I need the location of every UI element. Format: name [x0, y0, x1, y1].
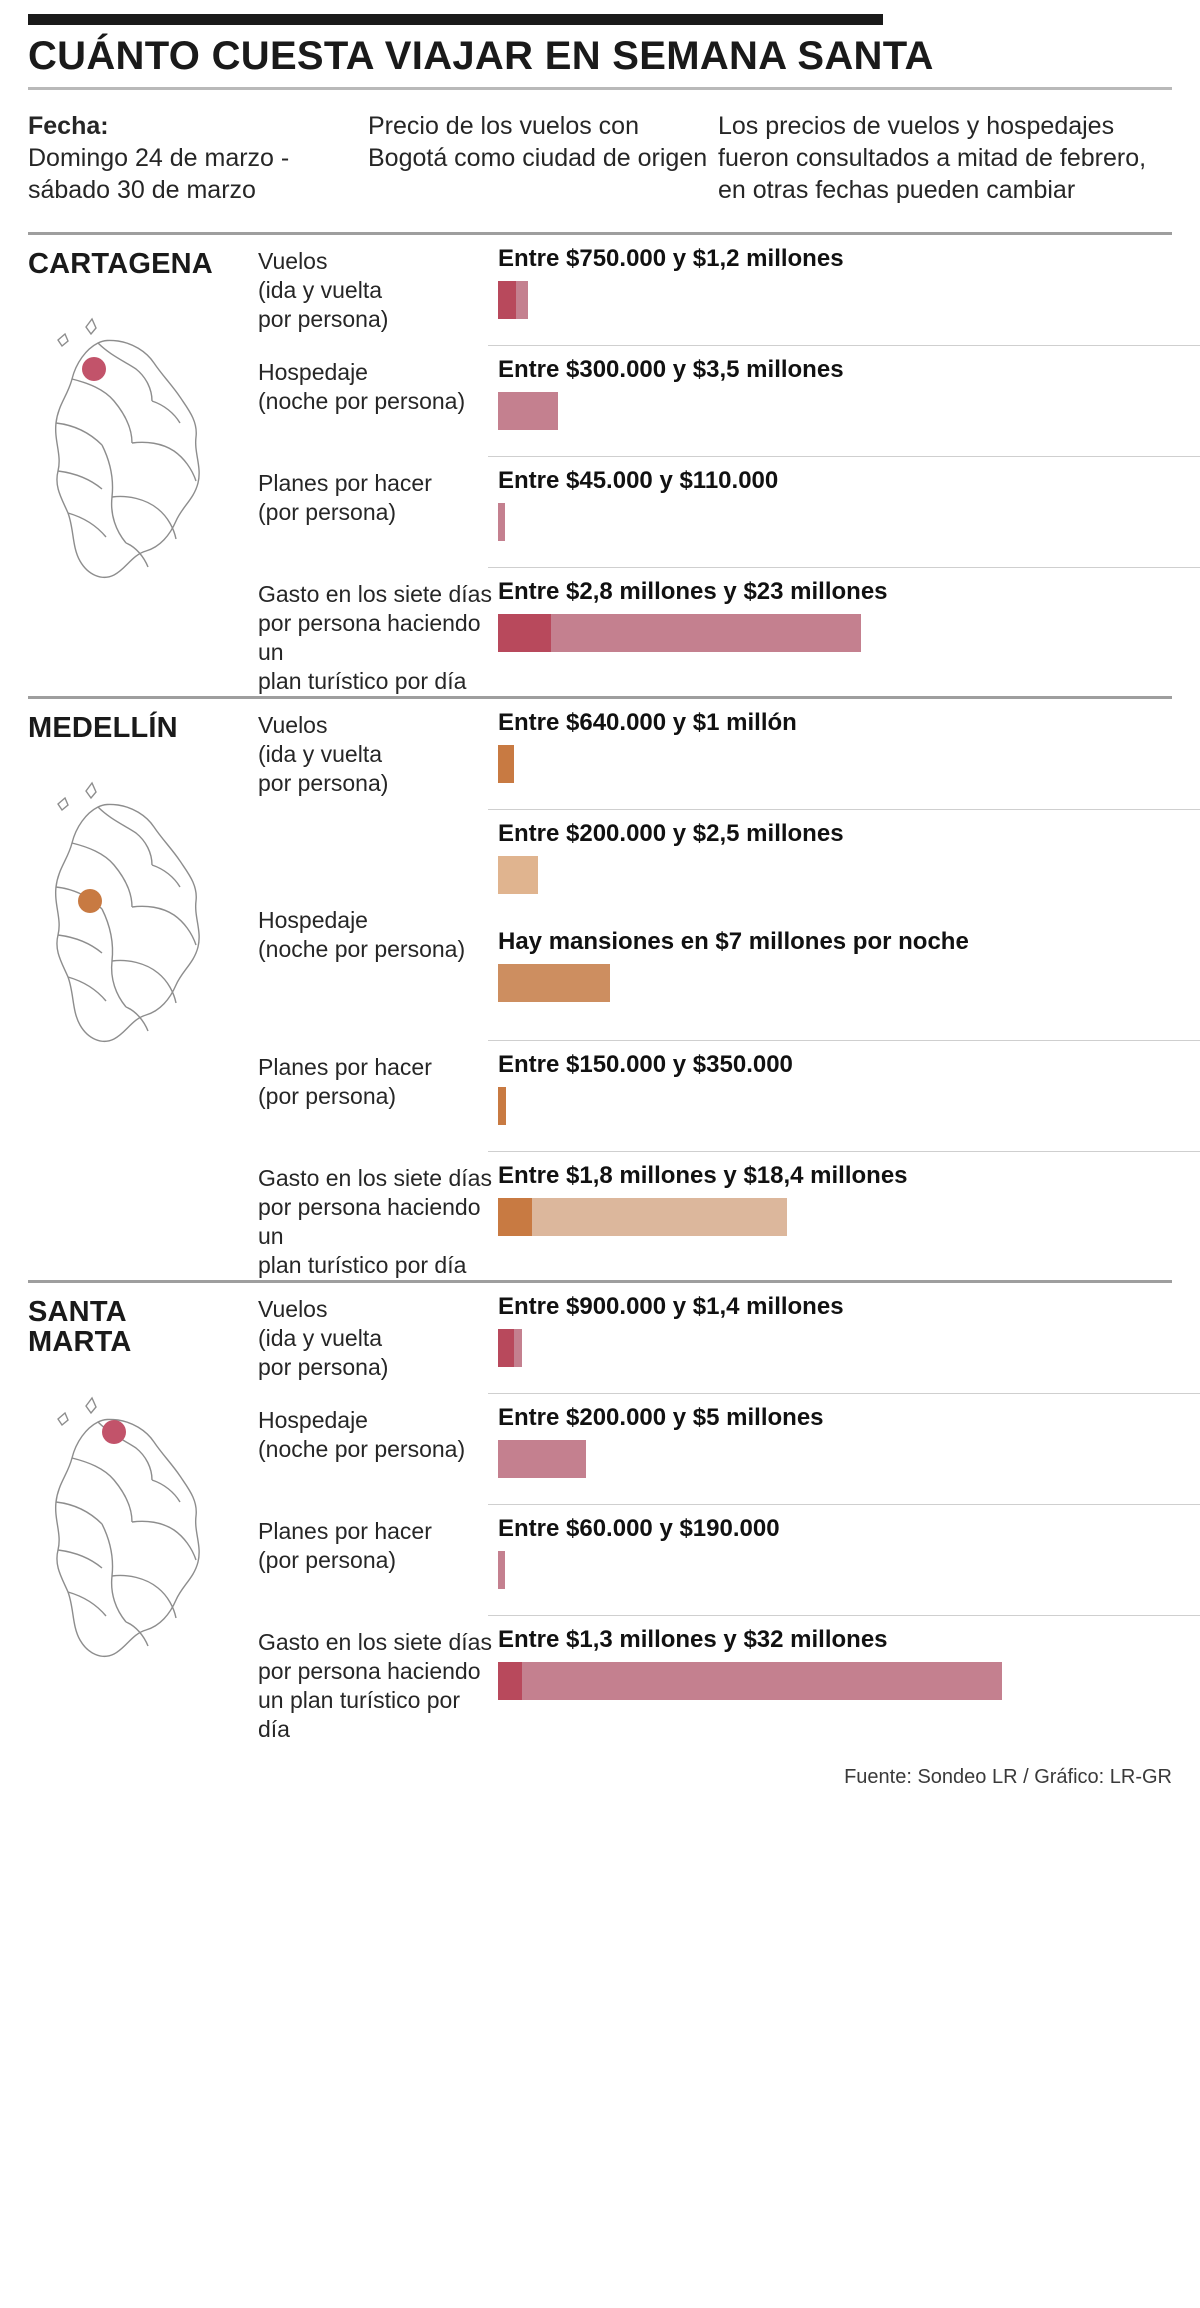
metric-value [498, 568, 1200, 652]
city-block-cartagena [28, 235, 1172, 696]
city-left-cartagena [28, 235, 258, 696]
metric-bar [498, 281, 1200, 319]
metric-label: Planes por hacer (por persona) [258, 470, 432, 525]
metric-row [258, 699, 1200, 809]
metric-row [258, 1152, 1200, 1280]
city-name: SANTA MARTA [28, 1295, 132, 1359]
metric-value-text: Entre $640.000 y $1 millón [498, 708, 797, 736]
metric-row [258, 568, 1200, 696]
metric-label: Hospedaje (noche por persona) [258, 359, 466, 414]
metric-bar [498, 1198, 1200, 1236]
metric-row [258, 346, 1200, 456]
metric-label: Gasto en los siete días por persona haciendo un plan turístico por día [258, 581, 492, 694]
metric-value [498, 457, 1200, 541]
date-value: Domingo 24 de marzo - sábado 30 de marzo [28, 144, 290, 204]
source-credit: Fuente: Sondeo LR / Gráfico: LR-GR [844, 1765, 1172, 1788]
metric-value-text: Entre $900.000 y $1,4 millones [498, 1292, 844, 1320]
metric-bar [498, 1551, 505, 1589]
city-name: CARTAGENA [28, 248, 213, 280]
metric-label: Planes por hacer (por persona) [258, 1053, 432, 1109]
metric-value-text: Entre $60.000 y $190.000 [498, 1514, 780, 1542]
metric-row [258, 457, 1200, 567]
intro-row [28, 110, 1172, 206]
metric-value-text-extra: Hay mansiones en $7 millones por noche [498, 927, 969, 955]
metric-value [498, 1505, 1200, 1589]
metric-value-text: Entre $200.000 y $2,5 millones [498, 819, 844, 847]
city-left-medellin [28, 699, 258, 1280]
metric-bar [498, 503, 505, 541]
title-divider [28, 87, 1172, 90]
metric-row [258, 1283, 1200, 1393]
metric-bar [498, 856, 538, 894]
metric-value [498, 346, 1200, 430]
metric-label: Hospedaje (noche por persona) [258, 906, 466, 962]
metric-row [258, 1616, 1200, 1744]
metric-value-text: Entre $2,8 millones y $23 millones [498, 578, 888, 605]
metric-value [498, 810, 1200, 1002]
city-right-cartagena [258, 235, 1200, 696]
metric-value-text: Entre $1,8 millones y $18,4 millones [498, 1161, 908, 1189]
metric-value-text: Entre $1,3 millones y $32 millones [498, 1625, 888, 1653]
metric-label: Vuelos (ida y vuelta por persona) [258, 1295, 389, 1380]
metric-row [258, 1041, 1200, 1151]
metric-value [498, 699, 1200, 783]
metric-bar [498, 392, 558, 430]
metric-bar [498, 1440, 586, 1478]
metric-label: Vuelos (ida y vuelta por persona) [258, 248, 389, 332]
intro-prices-note: Los precios de vuelos y hospedajes fueron consultados a mitad de febrero, en otras fechas pueden cambiar [718, 112, 1147, 204]
city-left-santa-marta [28, 1283, 258, 1744]
map-colombia-santa-marta [28, 1364, 258, 1709]
metric-label: Hospedaje (noche por persona) [258, 1406, 466, 1462]
metric-value-text: Entre $45.000 y $110.000 [498, 467, 779, 494]
metric-value [498, 1394, 1200, 1478]
metric-label: Planes por hacer (por persona) [258, 1517, 432, 1573]
metric-value-text: Entre $150.000 y $350.000 [498, 1050, 793, 1078]
infographic-page [0, 14, 1200, 2308]
map-colombia-medellin [28, 749, 258, 1094]
metric-value-text: Entre $200.000 y $5 millones [498, 1403, 824, 1431]
metric-row [258, 1394, 1200, 1504]
metric-value [498, 1152, 1200, 1236]
city-name: MEDELLÍN [28, 711, 178, 744]
intro-origin-note: Precio de los vuelos con Bogotá como ciudad de origen [368, 112, 708, 172]
metric-bar [498, 614, 1200, 652]
intro-date [28, 110, 368, 206]
map-colombia-cartagena [28, 285, 258, 630]
metric-value [498, 1041, 1200, 1125]
metric-value-text: Entre $300.000 y $3,5 millones [498, 356, 844, 383]
date-label: Fecha: [28, 112, 109, 140]
top-rule [28, 14, 883, 25]
city-right-medellin [258, 699, 1200, 1280]
metric-label: Gasto en los siete días por persona haciendo un plan turístico por día [258, 1164, 492, 1278]
metric-bar [498, 1087, 506, 1125]
metric-row [258, 1505, 1200, 1615]
metric-bar [498, 1329, 1200, 1367]
metric-value-text: Entre $750.000 y $1,2 millones [498, 245, 844, 272]
city-block-medellin [28, 699, 1172, 1280]
metric-bar [498, 745, 514, 783]
metric-row [258, 235, 1200, 345]
metric-row [258, 810, 1200, 1040]
metric-label: Gasto en los siete días por persona haciendo un plan turístico por día [258, 1628, 492, 1742]
metric-bar-extra [498, 964, 610, 1002]
metric-value [498, 1616, 1200, 1700]
city-block-santa-marta [28, 1283, 1172, 1744]
metric-bar [498, 1662, 1200, 1700]
metric-value [498, 235, 1200, 319]
metric-label: Vuelos (ida y vuelta por persona) [258, 711, 389, 796]
city-right-santa-marta [258, 1283, 1200, 1744]
metric-value [498, 1283, 1200, 1367]
page-title: CUÁNTO CUESTA VIAJAR EN SEMANA SANTA [28, 34, 934, 78]
